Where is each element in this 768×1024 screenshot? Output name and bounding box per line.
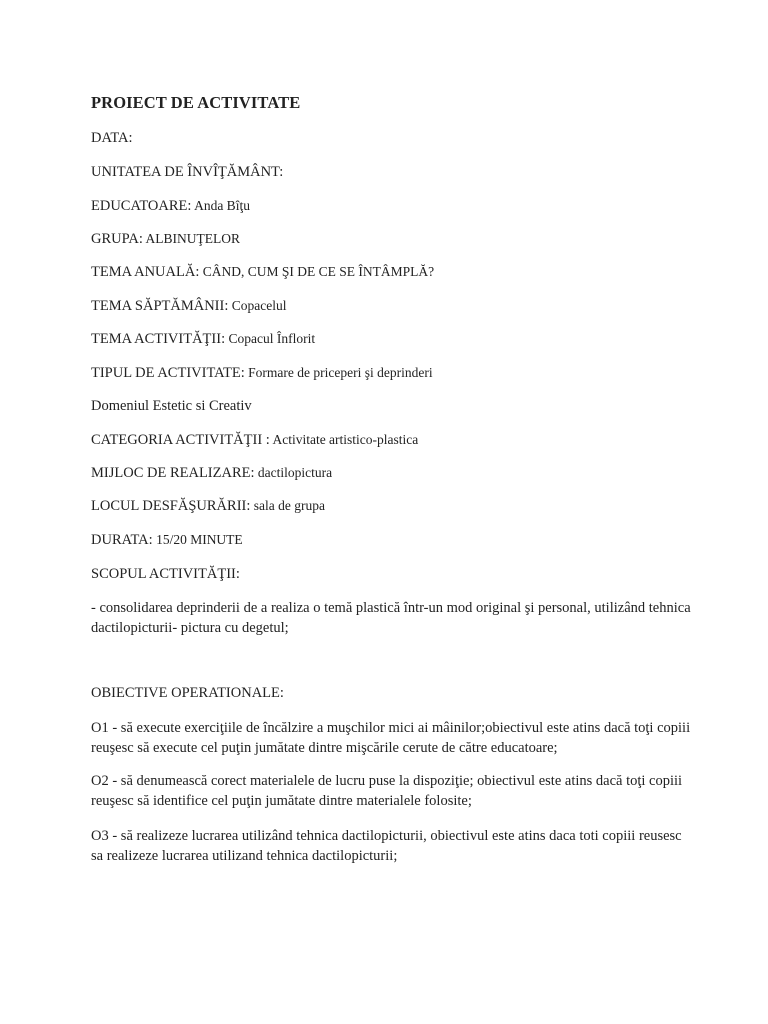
field-value: Copacul Înflorit xyxy=(225,331,316,346)
field-scopul xyxy=(91,566,240,583)
field-label: CATEGORIA ACTIVITĂŢII : xyxy=(91,432,270,448)
objective-item: O2 - să denumească corect materialele de lucru puse la dispoziţie; obiectivul este atins dacă toţi copiii reuşesc să identifice cel puţin jumătate dintre materialele folosite; xyxy=(91,773,683,809)
field-mijloc xyxy=(91,465,332,482)
field-label: DURATA: xyxy=(91,532,153,548)
field-value: Formare de priceperi şi deprinderi xyxy=(244,365,433,380)
field-label: DATA: xyxy=(91,130,133,146)
scope-paragraph: - consolidarea deprinderii de a realiza o temă plastică într-un mod original şi personal, utilizând tehnica dactilopicturii- pictura cu degetul; xyxy=(91,600,691,636)
field-value: CÂND, CUM ŞI DE CE SE ÎNTÂMPLĂ? xyxy=(199,264,435,279)
objectives-heading: OBIECTIVE OPERATIONALE: xyxy=(91,685,284,701)
field-tema-saptamanii xyxy=(91,298,286,315)
field-categoria xyxy=(91,432,418,449)
field-grupa xyxy=(91,231,240,248)
field-tema-activitatii xyxy=(91,331,315,348)
field-domeniul xyxy=(91,398,252,415)
field-label: UNITATEA DE ÎNVÎŢĂMÂNT: xyxy=(91,164,284,180)
field-label: TEMA ACTIVITĂŢII: xyxy=(91,331,226,347)
document-title: PROIECT DE ACTIVITATE xyxy=(91,93,301,112)
field-label: SCOPUL ACTIVITĂŢII: xyxy=(91,566,240,582)
field-label: TEMA ANUALĂ: xyxy=(91,264,200,280)
field-value: Anda Bîţu xyxy=(191,198,250,213)
field-tema-anuala xyxy=(91,264,434,281)
field-unitatea xyxy=(91,164,283,181)
field-tipul-activitate xyxy=(91,365,433,382)
objective-item: O1 - să execute exerciţiile de încălzire a muşchilor mici ai mâinilor;obiectivul este atins dacă toţi copiii reuşesc să execute cel puţin jumătate dintre mişcările cerute de către educatoare; xyxy=(91,720,691,756)
field-value: 15/20 MINUTE xyxy=(152,532,243,547)
field-durata xyxy=(91,532,243,549)
field-label: EDUCATOARE: xyxy=(91,198,192,214)
field-value: ALBINUŢELOR xyxy=(142,231,240,246)
field-value: sala de grupa xyxy=(250,498,325,513)
field-label: GRUPA: xyxy=(91,231,143,247)
field-data xyxy=(91,130,133,147)
field-value: Activitate artistico-plastica xyxy=(269,432,419,447)
field-educatoare xyxy=(91,198,250,215)
field-label: LOCUL DESFĂŞURĂRII: xyxy=(91,498,251,514)
field-label: TEMA SĂPTĂMÂNII: xyxy=(91,298,229,314)
field-label: Domeniul Estetic si Creativ xyxy=(91,398,252,414)
field-value: dactilopictura xyxy=(254,465,333,480)
objective-item: O3 - să realizeze lucrarea utilizând tehnica dactilopicturii, obiectivul este atins daca toti copiii reusesc sa realizeze lucrarea utilizand tehnica dactilopicturii; xyxy=(91,828,682,864)
field-value: Copacelul xyxy=(228,298,287,313)
field-locul xyxy=(91,498,325,515)
field-label: TIPUL DE ACTIVITATE: xyxy=(91,365,245,381)
field-label: MIJLOC DE REALIZARE: xyxy=(91,465,255,481)
